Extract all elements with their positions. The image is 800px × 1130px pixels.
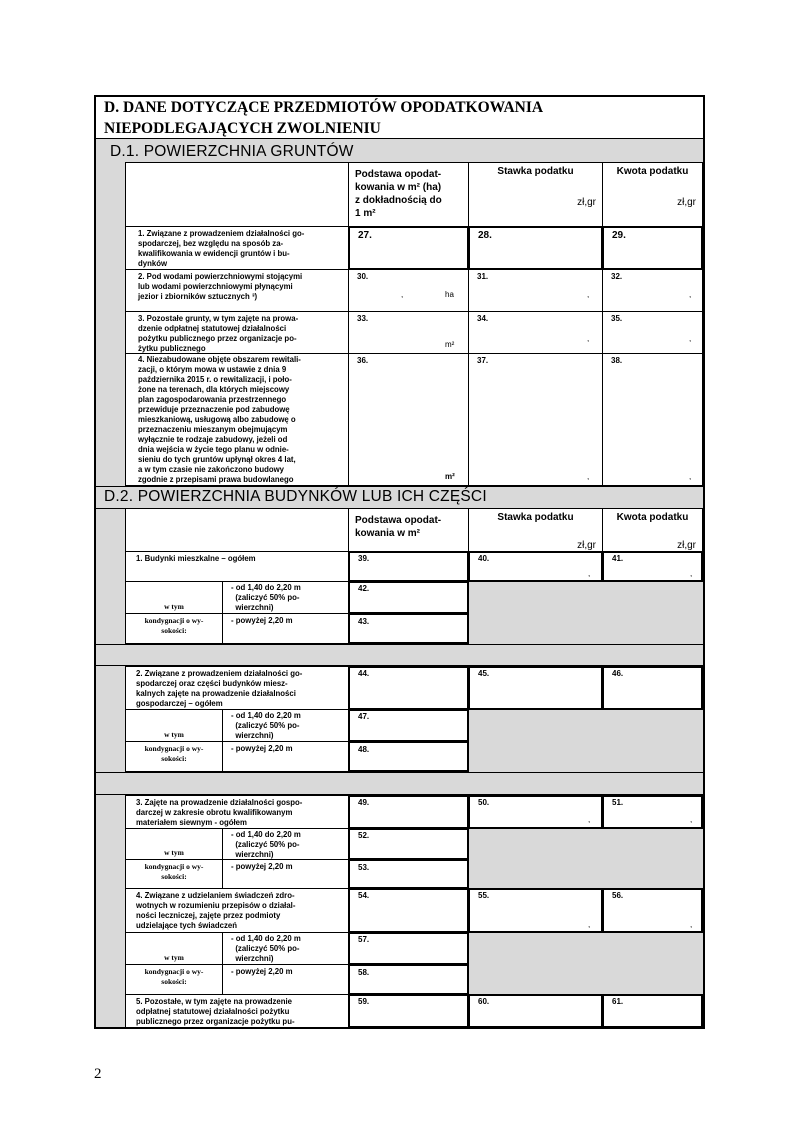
d2-col-amount-header [602, 508, 703, 552]
field-number: 41. [612, 554, 624, 563]
decimal-comma: , [690, 815, 693, 824]
d2-g1-wtym: w tym [125, 581, 223, 614]
d1-row4-label: 4. Niezabudowane objęte obszarem rewitali- zacji, o którym mowa w ustawie z dnia 9 października 2015 r. o rewitalizacji, i poło- żone na terenach, dla których miejscowy plan zagospodarowania przestrzennego przewiduje przeznaczenie pod zabudowę mieszkaniową, usługową albo zabudowę o przeznaczeniu mieszanym obejmującym wyłącznie te rodzaje zabudowy, jeżeli od dnia wejścia w życie tego planu w odnie- sieniu do tych gruntów upłynął okres 4 lat, a w tym czasie nie zakończono budowy zgodnie z przepisami prawa budowlanego [125, 353, 349, 486]
d2-g3-sub-a-field[interactable] [348, 828, 469, 860]
decimal-comma: , [689, 290, 692, 299]
decimal-comma: , [588, 920, 591, 929]
d1-row2-rate-field[interactable] [468, 269, 603, 312]
decimal-comma: , [588, 569, 591, 578]
field-number: 49. [358, 798, 370, 807]
d2-col-rate-header [468, 508, 603, 552]
field-number: 53. [358, 863, 370, 872]
field-number: 39. [358, 554, 370, 563]
decimal-comma: , [587, 334, 590, 343]
d2-separator-1 [96, 644, 703, 666]
d2-g3-sub-b: - powyżej 2,20 m [222, 859, 349, 889]
field-number: 52. [358, 831, 370, 840]
d2-g1-sub-b: - powyżej 2,20 m [222, 613, 349, 644]
d2-g1-base-field[interactable] [348, 551, 469, 582]
d2-g2-sub-a-field[interactable] [348, 709, 469, 742]
field-number: 56. [612, 891, 624, 900]
d2-g2-amount-field[interactable] [602, 666, 703, 710]
d2-g2-kond: kondygnacji o wy- sokości: [125, 741, 223, 772]
d1-title: D.1. POWIERZCHNIA GRUNTÓW [110, 143, 354, 160]
d2-amount-unit: zł,gr [677, 540, 696, 551]
decimal-comma: , [689, 472, 692, 481]
d1-row3-rate-field[interactable] [468, 311, 603, 354]
field-number: 47. [358, 712, 370, 721]
d2-g4-amount-field[interactable] [602, 888, 703, 933]
d1-col-amount-header [602, 162, 703, 227]
d2-title: D.2. POWIERZCHNIA BUDYNKÓW LUB ICH CZĘŚCI [96, 486, 703, 509]
d2-header-label-cell [125, 508, 349, 552]
d2-g1-sub-a-field[interactable] [348, 581, 469, 614]
field-number: 28. [478, 230, 492, 241]
d2-g4-sub-a: - od 1,40 do 2,20 m (zaliczyć 50% po- wierzchni) [222, 932, 349, 965]
field-number: 29. [612, 230, 626, 241]
field-number: 59. [358, 997, 370, 1006]
d2-rate-unit: zł,gr [577, 540, 596, 551]
field-number: 35. [611, 314, 623, 323]
d2-g5-base-field[interactable] [348, 994, 469, 1028]
decimal-comma: , [588, 815, 591, 824]
d2-g4-sub-b-field[interactable] [348, 964, 469, 995]
field-number: 61. [612, 997, 624, 1006]
field-number: 27. [358, 230, 372, 241]
decimal-comma: , [587, 290, 590, 299]
field-number: 57. [358, 935, 370, 944]
d1-row3-base-field[interactable] [348, 311, 469, 354]
d2-g5-label: 5. Pozostałe, w tym zajęte na prowadzenie odpłatnej statutowej działalności pożytku publicznego przez organizacje pożytku pu- [125, 994, 349, 1028]
d2-g2-sub-b: - powyżej 2,20 m [222, 741, 349, 772]
field-number: 51. [612, 798, 624, 807]
d1-row4-rate-field[interactable] [468, 353, 603, 486]
field-number: 30. [357, 272, 369, 281]
field-number: 48. [358, 745, 370, 754]
field-number: 60. [478, 997, 490, 1006]
d1-col-rate-header [468, 162, 603, 227]
d2-g4-label: 4. Związane z udzielaniem świadczeń zdro- wotnych w rozumieniu przepisów o działal- ności leczniczej, zajęte przez podmioty udzielające tych świadczeń [125, 888, 349, 933]
d1-rate-unit: zł,gr [577, 197, 596, 208]
d2-col-amount-label: Kwota podatku [616, 512, 689, 523]
d2-g1-kond: kondygnacji o wy- sokości: [125, 613, 223, 644]
d2-g4-sub-a-field[interactable] [348, 932, 469, 965]
d1-row1-base-field[interactable] [348, 226, 469, 270]
d1-row1-amount-field[interactable] [602, 226, 703, 270]
d2-g1-rate-field[interactable] [468, 551, 603, 582]
field-number: 36. [357, 356, 369, 365]
field-number: 44. [358, 669, 370, 678]
section-d-title-line2: NIEPODLEGAJĄCYCH ZWOLNIENIU [104, 120, 381, 137]
d1-row2-base-field[interactable] [348, 269, 469, 312]
field-number: 37. [477, 356, 489, 365]
decimal-comma: , [587, 472, 590, 481]
field-number: 58. [358, 968, 370, 977]
field-number: 50. [478, 798, 490, 807]
field-number: 32. [611, 272, 623, 281]
field-number: 55. [478, 891, 490, 900]
field-number: 31. [477, 272, 489, 281]
d2-g2-label: 2. Związane z prowadzeniem działalności go- spodarczej oraz części budynków miesz- kalnych zajęte na prowadzenie działalności gospodarczej – ogółem [125, 666, 349, 710]
d1-amount-unit: zł,gr [677, 197, 696, 208]
d1-row1-rate-field[interactable] [468, 226, 603, 270]
d1-header-label-cell [125, 162, 349, 227]
d2-g2-sub-b-field[interactable] [348, 741, 469, 772]
d2-g5-rate-field[interactable] [468, 994, 603, 1028]
d2-g3-rate-field[interactable] [468, 795, 603, 829]
d2-g3-wtym: w tym [125, 828, 223, 860]
d2-g5-amount-field[interactable] [602, 994, 703, 1028]
d2-g2-rate-field[interactable] [468, 666, 603, 710]
d2-g3-sub-a: - od 1,40 do 2,20 m (zaliczyć 50% po- wierzchni) [222, 828, 349, 860]
d2-g4-wtym: w tym [125, 932, 223, 965]
d1-row4-base-field[interactable] [348, 353, 469, 486]
d1-row2-label: 2. Pod wodami powierzchniowymi stojącymi lub wodami powierzchniowymi płynącymi jezior i zbiorników sztucznych ³) [125, 269, 349, 312]
decimal-comma: , [689, 334, 692, 343]
page-number: 2 [94, 1066, 102, 1082]
decimal-comma: , [690, 920, 693, 929]
field-number: 42. [358, 584, 370, 593]
d2-g2-sub-a: - od 1,40 do 2,20 m (zaliczyć 50% po- wierzchni) [222, 709, 349, 742]
d2-g3-kond: kondygnacji o wy- sokości: [125, 859, 223, 889]
unit-m2: m² [445, 340, 455, 349]
unit-m2: m² [445, 472, 455, 481]
unit-ha: ha [445, 290, 454, 299]
decimal-comma: , [401, 290, 404, 299]
d1-col-base-header: Podstawa opodat- kowania w m² (ha) z dokładnością do 1 m² [348, 162, 469, 227]
d2-g3-sub-b-field[interactable] [348, 859, 469, 889]
d2-g2-wtym: w tym [125, 709, 223, 742]
d1-row1-label: 1. Związane z prowadzeniem działalności go- spodarczej, bez względu na sposób za- kwalifikowania w ewidencji gruntów i bu- dynków [125, 226, 349, 270]
d2-separator-2 [96, 772, 703, 795]
d1-col-rate-label: Stawka podatku [497, 166, 574, 177]
d2-g3-amount-field[interactable] [602, 795, 703, 829]
d2-g3-base-field[interactable] [348, 795, 469, 829]
d2-g1-label: 1. Budynki mieszkalne – ogółem [125, 551, 349, 582]
d2-g3-label: 3. Zajęte na prowadzenie działalności gospo- darczej w zakresie obrotu kwalifikowanym materiałem siewnym - ogółem [125, 795, 349, 829]
d2-g1-sub-a: - od 1,40 do 2,20 m (zaliczyć 50% po- wierzchni) [222, 581, 349, 614]
decimal-comma: , [690, 569, 693, 578]
d2-g4-base-field[interactable] [348, 888, 469, 933]
d2-g4-sub-b: - powyżej 2,20 m [222, 964, 349, 995]
section-d-header [96, 97, 703, 139]
field-number: 34. [477, 314, 489, 323]
d2-g1-amount-field[interactable] [602, 551, 703, 582]
field-number: 45. [478, 669, 490, 678]
field-number: 40. [478, 554, 490, 563]
field-number: 33. [357, 314, 369, 323]
d1-col-amount-label: Kwota podatku [616, 166, 689, 177]
d2-col-rate-label: Stawka podatku [497, 512, 574, 523]
field-number: 38. [611, 356, 623, 365]
d1-row3-label: 3. Pozostałe grunty, w tym zajęte na prowa- dzenie odpłatnej statutowej działalności pożytku publicznego przez organizacje po- żytku publicznego [125, 311, 349, 354]
d1-row3-amount-field[interactable] [602, 311, 703, 354]
d1-row4-amount-field[interactable] [602, 353, 703, 486]
field-number: 43. [358, 617, 370, 626]
d2-col-base-header: Podstawa opodat- kowania w m² [348, 508, 469, 552]
field-number: 46. [612, 669, 624, 678]
d1-row2-amount-field[interactable] [602, 269, 703, 312]
d2-g4-rate-field[interactable] [468, 888, 603, 933]
d2-g2-base-field[interactable] [348, 666, 469, 710]
d2-g4-kond: kondygnacji o wy- sokości: [125, 964, 223, 995]
section-d-title-line1: D. DANE DOTYCZĄCE PRZEDMIOTÓW OPODATKOWANIA [104, 99, 544, 116]
field-number: 54. [358, 891, 370, 900]
d2-g1-sub-b-field[interactable] [348, 613, 469, 644]
